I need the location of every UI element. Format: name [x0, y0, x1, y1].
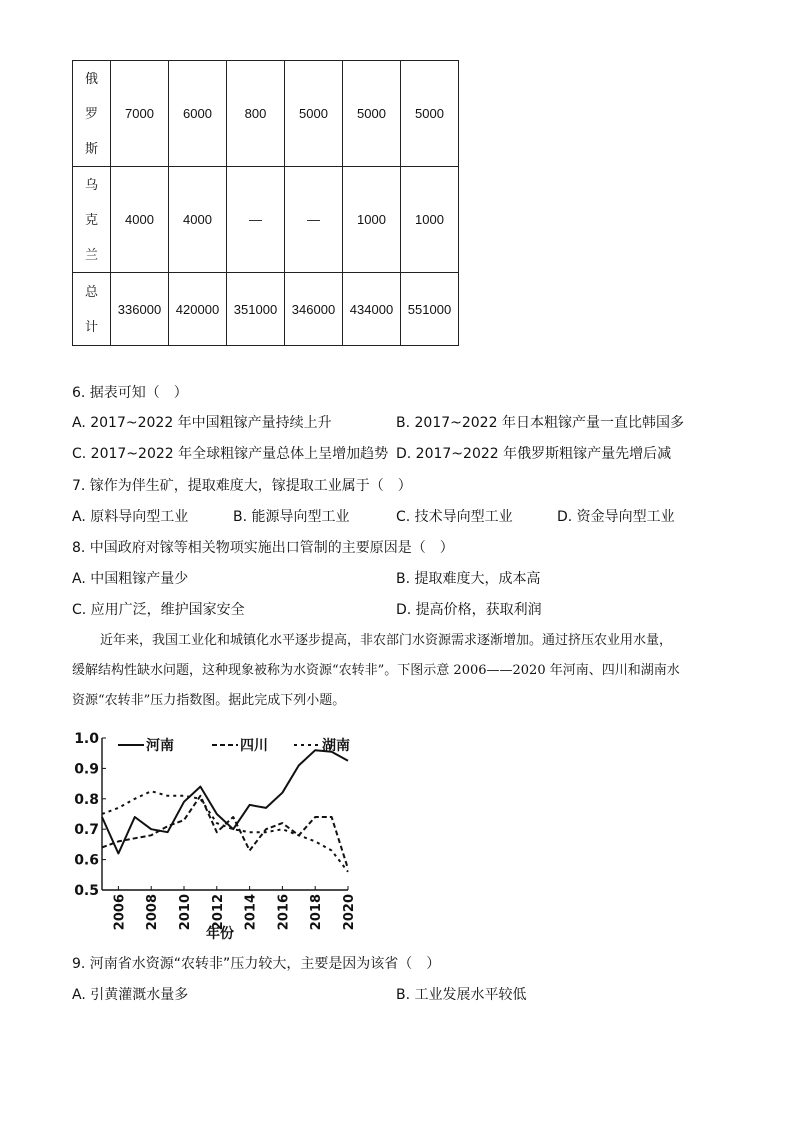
y-tick-label: 0.5: [74, 883, 99, 899]
question-8-option-a[interactable]: A. 中国粗镓产量少: [72, 571, 189, 587]
question-8-option-c[interactable]: C. 应用广泛，维护国家安全: [72, 602, 245, 618]
table-cell: 336000: [111, 273, 169, 346]
table-row: [73, 61, 459, 167]
table-cell: 551000: [401, 273, 459, 346]
question-6-option-b[interactable]: B. 2017~2022 年日本粗镓产量一直比韩国多: [396, 415, 684, 431]
question-6-option-d[interactable]: D. 2017~2022 年俄罗斯粗镓产量先增后减: [396, 446, 672, 462]
table-cell: 5000: [343, 61, 401, 167]
question-8-option-d[interactable]: D. 提高价格，获取利润: [396, 602, 542, 618]
question-7-option-b[interactable]: B. 能源导向型工业: [233, 509, 350, 525]
x-tick-label: 2006: [112, 894, 128, 931]
legend-label: 河南: [146, 738, 174, 754]
question-6-stem: 6. 据表可知（ ）: [72, 385, 188, 401]
x-tick-label: 2014: [243, 894, 259, 931]
x-tick-label: 2016: [276, 894, 292, 931]
table-cell: 346000: [285, 273, 343, 346]
question-9-stem: 9. 河南省水资源“农转非”压力较大，主要是因为该省（ ）: [72, 956, 441, 972]
series-line-2: [102, 796, 348, 869]
row-header-total: 总 计: [73, 273, 111, 346]
legend-label: 四川: [240, 738, 268, 754]
y-tick-label: 0.9: [74, 761, 99, 778]
table-cell: 1000: [343, 167, 401, 273]
table-cell: 420000: [169, 273, 227, 346]
table-cell: 1000: [401, 167, 459, 273]
x-tick-label: 2012: [210, 894, 226, 931]
table-cell: 5000: [401, 61, 459, 167]
table-row: [73, 273, 459, 346]
table-cell: —: [227, 167, 285, 273]
table-row: [73, 167, 459, 273]
x-tick-label: 2010: [178, 894, 193, 931]
question-7-option-c[interactable]: C. 技术导向型工业: [396, 509, 513, 525]
table-cell: 4000: [111, 167, 169, 273]
passage-line: 资源“农转非”压力指数图。据此完成下列小题。: [72, 693, 346, 708]
question-8-option-b[interactable]: B. 提取难度大，成本高: [396, 571, 541, 587]
question-6-option-a[interactable]: A. 2017~2022 年中国粗镓产量持续上升: [72, 415, 332, 431]
question-7-option-a[interactable]: A. 原料导向型工业: [72, 509, 189, 525]
table-cell: 351000: [227, 273, 285, 346]
x-tick-label: 2008: [145, 894, 161, 931]
x-axis: [102, 886, 357, 930]
x-axis-label: 年份: [206, 926, 234, 942]
y-tick-label: 0.7: [74, 822, 99, 839]
question-7-stem: 7. 镓作为伴生矿，提取难度大，镓提取工业属于（ ）: [72, 478, 412, 494]
table-cell: 6000: [169, 61, 227, 167]
chart-series: [102, 750, 348, 872]
y-tick-label: 0.6: [74, 852, 99, 869]
table-cell: 5000: [285, 61, 343, 167]
gallium-production-table: [72, 60, 459, 346]
y-axis: [74, 731, 106, 899]
row-header-russia: 俄 罗 斯: [73, 61, 111, 167]
y-tick-label: 1.0: [74, 731, 99, 747]
series-line-3: [102, 791, 348, 872]
table-cell: —: [285, 167, 343, 273]
table-cell: 4000: [169, 167, 227, 273]
table-cell: 7000: [111, 61, 169, 167]
question-8-stem: 8. 中国政府对镓等相关物项实施出口管制的主要原因是（ ）: [72, 540, 454, 556]
passage-line: 缓解结构性缺水问题，这种现象被称为水资源“农转非”。下图示意 2006——2020 年河南、四川和湖南水: [72, 663, 680, 678]
table-cell: 434000: [343, 273, 401, 346]
series-line-1: [102, 750, 348, 853]
question-7-option-d[interactable]: D. 资金导向型工业: [557, 509, 675, 525]
y-tick-label: 0.8: [74, 791, 99, 808]
pressure-index-line-chart: [70, 728, 360, 943]
reading-passage: [72, 626, 722, 716]
question-6-option-c[interactable]: C. 2017~2022 年全球粗镓产量总体上呈增加趋势: [72, 446, 389, 462]
question-9-option-b[interactable]: B. 工业发展水平较低: [396, 987, 527, 1003]
passage-line: 近年来，我国工业化和城镇化水平逐步提高，非农部门水资源需求逐渐增加。通过挤压农业用水量，: [100, 633, 673, 648]
table-cell: 800: [227, 61, 285, 167]
row-header-ukraine: 乌 克 兰: [73, 167, 111, 273]
legend-label: 湖南: [322, 738, 350, 754]
question-9-option-a[interactable]: A. 引黄灌溉水量多: [72, 987, 189, 1003]
x-tick-label: 2018: [309, 894, 325, 931]
x-tick-label: 2020: [342, 894, 357, 931]
